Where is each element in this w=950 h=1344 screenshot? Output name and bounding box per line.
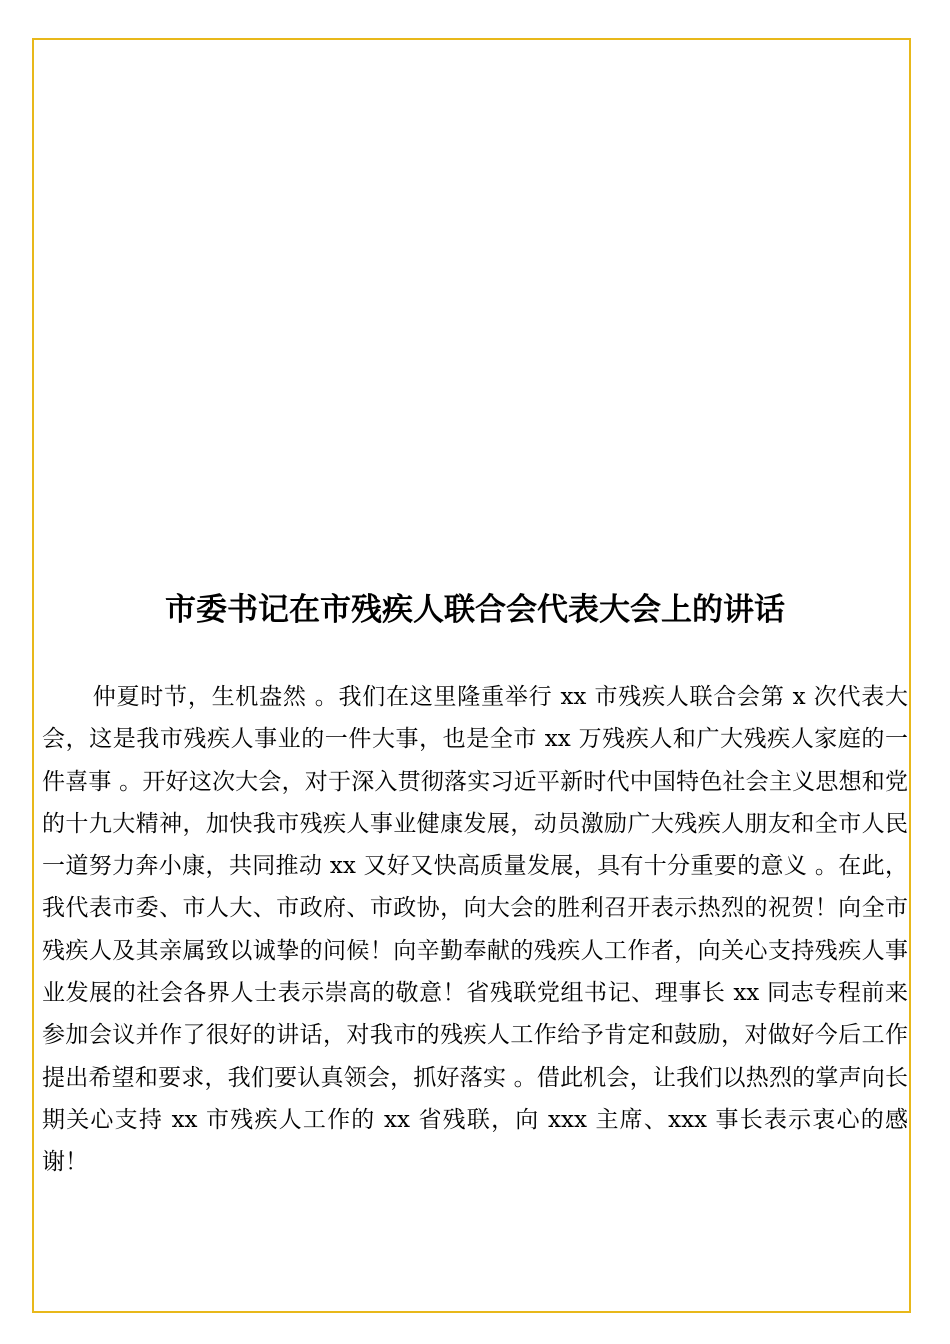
- document-title: 市委书记在市残疾人联合会代表大会上的讲话: [165, 592, 785, 628]
- paragraph-text: 仲夏时节，生机盎然 。我们在这里隆重举行 xx 市残疾人联合会第 x 次代表大会，这是我市残疾人事业的一件大事，也是全市 xx 万残疾人和广大残疾人家庭的一件喜事 。开好这次大会，对于深入贯彻落实习近平新时代中国特色社会主义思想和党的十九大精神，加快我市残疾人事业健康发展，动员激励广大残疾人朋友和全市人民一道努力奔小康，共同推动 xx 又好又快高质量发展，具有十分重要的意义 。在此，我代表市委、市人大、市政府、市政协，向大会的胜利召开表示热烈的祝贺！向全市残疾人及其亲属致以诚挚的问候！向辛勤奉献的残疾人工作者，向关心支持残疾人事业发展的社会各界人士表示崇高的敬意！省残联党组书记、理事长 xx 同志专程前来参加会议并作了很好的讲话，对我市的残疾人工作给予肯定和鼓励，对做好今后工作提出希望和要求，我们要认真领会，抓好落实 。借此机会，让我们以热烈的掌声向长期关心支持 xx 市残疾人工作的 xx 省残联，向 xxx 主席、xxx 事长表示衷心的感谢！: [42, 684, 909, 1176]
- body-paragraph: [42, 676, 908, 1184]
